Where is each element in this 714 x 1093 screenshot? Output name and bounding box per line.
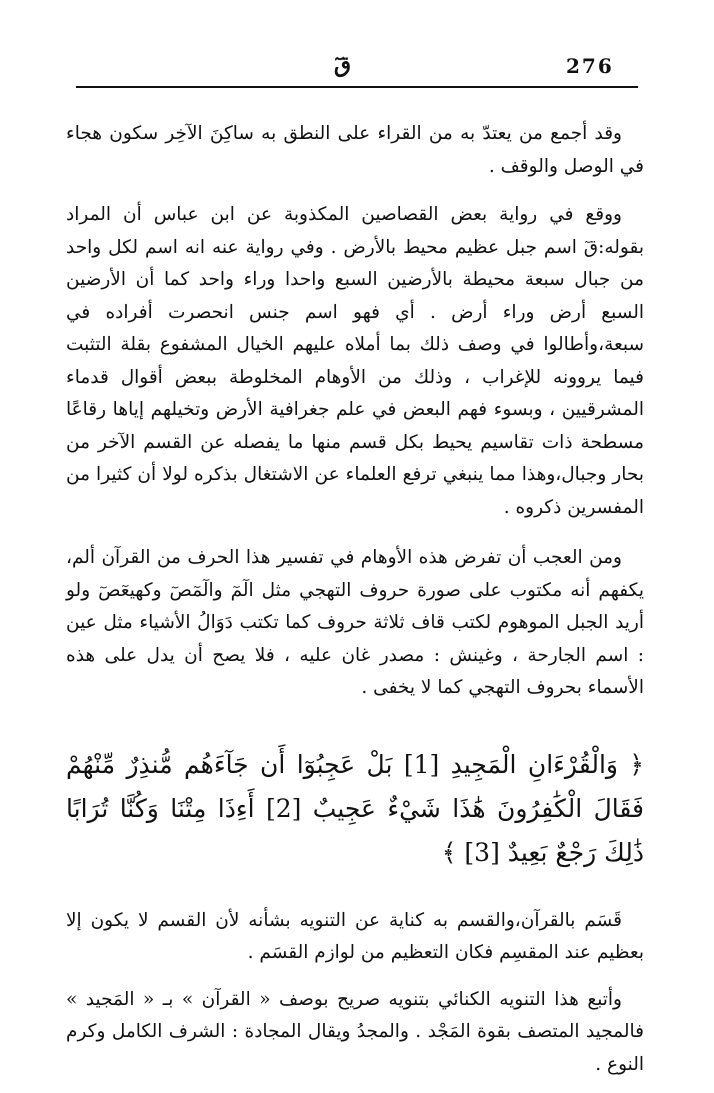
page-body: [66, 118, 644, 1081]
page-number: 276: [566, 54, 614, 78]
paragraph-2: ووقع في رواية بعض القصاصين المكذوبة عن ابن عباس أن المراد بقوله:قٓ اسم جبل عظيم محيط بالأرض . وفي رواية عنه انه اسم لكل واحد من جبال سبعة محيطة بالأرضين السبع واحدا وراء واحد كما أن الأرضين السبع أرض وراء أرض . أي فهو اسم جنس انحصرت أفراده في سبعة،وأطالوا في وصف ذلك بما أملاه عليهم الخيال المشفوع بقلة التثبت فيما يروونه للإغراب ، وذلك من الأوهام المخلوطة ببعض أقوال قدماء المشرقيين ، وبسوء فهم البعض في علم جغرافية الأرض وتخيلهم إياها رقاعًا مسطحة ذات تقاسيم يحيط بكل قسم منها ما يفصله عن القسم الآخر من بحار وجبال،وهذا مما ينبغي ترفع العلماء عن الاشتغال بذكره لولا أن كثيرا من المفسرين ذكروه .: [66, 204, 644, 518]
paragraph-5: وأتبع هذا التنويه الكنائي بتنويه صريح بوصف « القرآن » بـ « المَجيد » فالمجيد المتصف بقوة المَجْد . والمجدُ ويقال المجادة : الشرف الكامل وكرم النوع .: [66, 988, 644, 1075]
running-title: قٓ: [334, 52, 352, 78]
paragraph-4: قَسَم بالقرآن،والقسم به كناية عن التنويه بشأنه لأن القسم لا يكون إلا بعظيم عند المقسِم فكان التعظيم من لوازم القسَم .: [66, 909, 644, 963]
paragraph-3: ومن العجب أن تفرض هذه الأوهام في تفسير هذا الحرف من القرآن ألم، يكفهم أنه مكتوب على صورة حروف التهجي مثل الٓمٓ والٓمٓصٓ وكهيعٓصٓ ولو أريد الجبل الموهوم لكتب قاف ثلاثة حروف كما تكتب دَوَالُ الأشياء مثل عين : اسم الجارحة ، وغينش : مصدر غان عليه ، فلا يصح أن يدل على هذه الأسماء بحروف التهجي كما لا يخفى .: [66, 547, 644, 698]
header-rule: [76, 86, 638, 88]
paragraph-1: وقد أجمع من يعتدّ به من القراء على النطق به ساكِنَ الآخِر سكون هجاء في الوصل والوقف .: [66, 123, 644, 177]
quran-verse: ﴿ وَالْقُرْءَانِ الْمَجِيدِ [1] بَلْ عَجِبُوٓا أَن جَآءَهُم مُّنذِرٌ مِّنْهُمْ فَقَالَ الْكَٰفِرُونَ هَٰذَا شَيْءٌ عَجِيبٌ [2] أَءِذَا مِتْنَا وَكُنَّا تُرَابًا ذَٰلِكَ رَجْعٌ بَعِيدٌ [3] ﴾: [66, 749, 645, 867]
page-header: [76, 52, 638, 88]
